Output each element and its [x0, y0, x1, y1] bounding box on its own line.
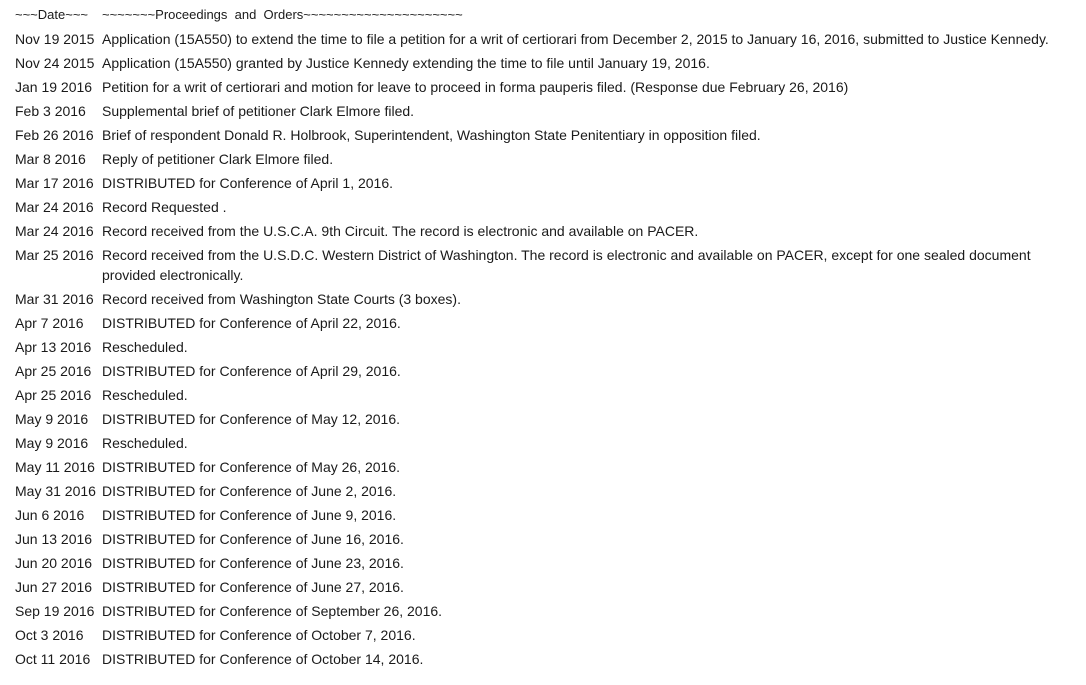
entry-text: Application (15A550) to extend the time to file a petition for a writ of certiorari from December 2, 2015 to January 16, 2016, submitted to Justice Kennedy.	[102, 31, 1049, 47]
docket-entry	[15, 409, 1075, 429]
entry-date: Jun 27 2016	[15, 579, 93, 595]
docket-entry	[15, 433, 1075, 453]
entry-date: Jan 19 2016	[15, 79, 93, 95]
docket-entry	[15, 361, 1075, 381]
entry-text: DISTRIBUTED for Conference of May 26, 2016.	[102, 459, 401, 475]
docket-entry	[15, 481, 1075, 501]
docket-entry	[15, 149, 1075, 169]
docket-entry	[15, 289, 1075, 309]
entry-text: DISTRIBUTED for Conference of June 2, 2016.	[102, 483, 397, 499]
docket-entry	[15, 29, 1075, 49]
entry-text: DISTRIBUTED for Conference of October 14, 2016.	[102, 651, 424, 667]
proceedings-column-header: ~~~~~~~Proceedings and Orders~~~~~~~~~~~~~~~~~~~~~	[102, 7, 463, 22]
docket-entry	[15, 221, 1075, 241]
docket-entry	[15, 505, 1075, 525]
docket-entry	[15, 53, 1075, 73]
entry-text: Rescheduled.	[102, 435, 188, 451]
entry-text: Petition for a writ of certiorari and motion for leave to proceed in forma pauperis filed. (Response due February 26, 2016)	[102, 79, 849, 95]
entry-date: May 31 2016	[15, 483, 96, 499]
entry-date: Feb 26 2016	[15, 127, 94, 143]
entry-date: Apr 25 2016	[15, 363, 92, 379]
date-column-header: ~~~Date~~~	[15, 7, 89, 22]
entry-text: Record received from Washington State Courts (3 boxes).	[102, 291, 461, 307]
entry-text: DISTRIBUTED for Conference of June 23, 2016.	[102, 555, 404, 571]
docket-entry	[15, 577, 1075, 597]
docket-entry	[15, 197, 1075, 217]
docket-entry	[15, 625, 1075, 645]
entry-date: Apr 13 2016	[15, 339, 92, 355]
docket-entry	[15, 125, 1075, 145]
entry-text: Record Requested .	[102, 199, 227, 215]
entry-date: Mar 24 2016	[15, 223, 94, 239]
entry-text: DISTRIBUTED for Conference of April 1, 2016.	[102, 175, 394, 191]
docket-entry	[15, 385, 1075, 405]
entry-date: Oct 11 2016	[15, 651, 91, 667]
entry-date: Sep 19 2016	[15, 603, 95, 619]
entry-text: Brief of respondent Donald R. Holbrook, Superintendent, Washington State Penitentiary in opposition filed.	[102, 127, 761, 143]
entry-text: DISTRIBUTED for Conference of June 9, 2016.	[102, 507, 397, 523]
docket-entry	[15, 553, 1075, 573]
entry-text: Rescheduled.	[102, 339, 188, 355]
entry-text: Application (15A550) granted by Justice Kennedy extending the time to file until January 19, 2016.	[102, 55, 710, 71]
docket-entry	[15, 601, 1075, 621]
entry-text: DISTRIBUTED for Conference of September 26, 2016.	[102, 603, 443, 619]
docket-entry	[15, 529, 1075, 549]
entry-text: Rescheduled.	[102, 387, 188, 403]
entry-date: Oct 3 2016	[15, 627, 84, 643]
entry-text: DISTRIBUTED for Conference of April 22, 2016.	[102, 315, 401, 331]
entry-date: Mar 24 2016	[15, 199, 94, 215]
entry-date: Mar 31 2016	[15, 291, 94, 307]
entry-date: Apr 25 2016	[15, 387, 92, 403]
docket-entry	[15, 101, 1075, 121]
docket-entry	[15, 173, 1075, 193]
entry-date: Apr 7 2016	[15, 315, 84, 331]
entry-text: DISTRIBUTED for Conference of May 12, 2016.	[102, 411, 401, 427]
entry-date: Mar 25 2016	[15, 247, 94, 263]
entry-text: DISTRIBUTED for Conference of October 7, 2016.	[102, 627, 416, 643]
docket-entry	[15, 649, 1075, 669]
entry-date: Jun 20 2016	[15, 555, 93, 571]
entry-text: DISTRIBUTED for Conference of June 27, 2016.	[102, 579, 404, 595]
entry-date: May 11 2016	[15, 459, 95, 475]
entry-date: Mar 8 2016	[15, 151, 86, 167]
entry-text: Reply of petitioner Clark Elmore filed.	[102, 151, 334, 167]
entry-date: Jun 6 2016	[15, 507, 85, 523]
docket-entry	[15, 77, 1075, 97]
docket-entry	[15, 457, 1075, 477]
entry-text: DISTRIBUTED for Conference of June 16, 2016.	[102, 531, 404, 547]
entry-text: Record received from the U.S.C.A. 9th Circuit. The record is electronic and available on PACER.	[102, 223, 699, 239]
entry-date: Nov 19 2015	[15, 31, 95, 47]
entry-date: May 9 2016	[15, 435, 89, 451]
entry-date: Jun 13 2016	[15, 531, 93, 547]
entry-text: Supplemental brief of petitioner Clark Elmore filed.	[102, 103, 415, 119]
docket-entry	[15, 245, 1075, 285]
entry-date: Mar 17 2016	[15, 175, 94, 191]
docket-header	[15, 5, 1075, 25]
entry-date: May 9 2016	[15, 411, 89, 427]
entry-text: DISTRIBUTED for Conference of April 29, 2016.	[102, 363, 401, 379]
entry-date: Nov 24 2015	[15, 55, 95, 71]
docket-entry	[15, 313, 1075, 333]
entry-text: Record received from the U.S.D.C. Western District of Washington. The record is electronic and available on PACER, except for one sealed document provided electronically.	[102, 247, 1031, 283]
docket-entry	[15, 337, 1075, 357]
entry-date: Feb 3 2016	[15, 103, 86, 119]
